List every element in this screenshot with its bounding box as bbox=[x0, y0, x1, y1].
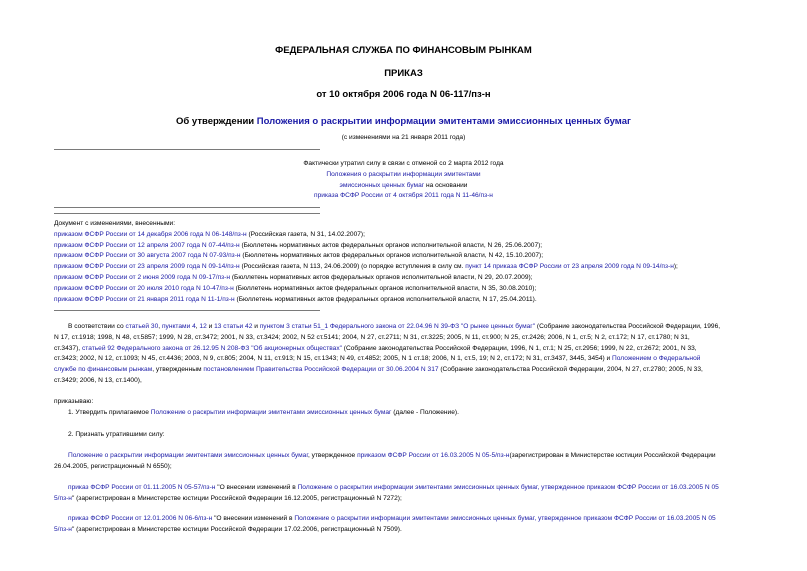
change-order-link[interactable]: приказом ФСФР России от 21 января 2011 года N 11-1/пз-н bbox=[54, 295, 235, 303]
change-order-link[interactable]: приказом ФСФР России от 20 июля 2010 года N 10-47/пз-н bbox=[54, 284, 234, 292]
list-item: приказом ФСФР России от 20 июля 2010 года N 10-47/пз-н (Бюллетень нормативных актов федеральных органов исполнительной власти, N 35, 30.08.2010); bbox=[54, 284, 537, 292]
revoked-order-link[interactable]: приказ ФСФР России от 01.11.2005 N 05-57/пз-н bbox=[68, 484, 216, 491]
changes-heading: Документ с изменениями, внесенными: bbox=[54, 220, 176, 227]
status-order-link[interactable]: приказа ФСФР России от 4 октября 2011 года N 11-46/пз-н bbox=[314, 192, 493, 200]
amended-regulation-link[interactable]: Положение о раскрытии информации эмитентами эмиссионных ценных бумаг, утвержденное приказом ФСФР России от 16.03.2005 N 05 bbox=[297, 484, 719, 491]
item-1: 1. Утвердить прилагаемое Положение о раскрытии информации эмитентами эмиссионных ценных бумаг (далее - Положение). bbox=[68, 409, 459, 416]
change-order-link[interactable]: приказом ФСФР России от 12 апреля 2007 года N 07-44/пз-н bbox=[54, 241, 240, 249]
law-article-link[interactable]: 13 статьи 42 bbox=[214, 323, 253, 330]
divider-line bbox=[54, 207, 320, 208]
status-regulation-link[interactable]: Положения о раскрытии информации эмитентами bbox=[326, 170, 481, 178]
change-order-link[interactable]: приказом ФСФР России от 2 июня 2009 года N 09-17/пз-н bbox=[54, 273, 231, 281]
change-order-link[interactable]: приказом ФСФР России от 23 апреля 2009 года N 09-14/пз-н bbox=[54, 263, 240, 271]
list-item: приказом ФСФР России от 2 июня 2009 года N 09-17/пз-н (Бюллетень нормативных актов федеральных органов исполнительной власти, N 29, 20.07.2009); bbox=[54, 273, 533, 281]
list-item: приказом ФСФР России от 12 апреля 2007 года N 07-44/пз-н (Бюллетень нормативных актов федеральных органов исполнительной власти, N 26, 25.06.2007); bbox=[54, 241, 543, 249]
divider-line bbox=[54, 149, 320, 150]
doc-type-heading: ПРИКАЗ bbox=[384, 68, 423, 79]
divider-line bbox=[54, 213, 320, 214]
revoked-regulation-link[interactable]: Положение о раскрытии информации эмитентами эмиссионных ценных бумаг bbox=[68, 452, 308, 459]
changes-list bbox=[54, 219, 770, 305]
status-block bbox=[0, 159, 807, 202]
list-item: приказом ФСФР России от 14 декабря 2006 года N 06-148/пз-н (Российская газета, N 31, 14.02.2007); bbox=[54, 230, 365, 238]
list-item: приказом ФСФР России от 30 августа 2007 года N 07-93/пз-н (Бюллетень нормативных актов федеральных органов исполнительной власти, N 42, 15.10.2007); bbox=[54, 252, 544, 260]
fsfr-regulation-link[interactable]: Положением о Федеральной bbox=[612, 355, 701, 363]
preamble-paragraph: В соответствии со статьей 30, пунктами 4, 12 и 13 статьи 42 и пунктом 3 статьи 51_1 Федерального закона от 22.04.96 N 39-ФЗ "О рынке ценных бумаг" (Собрание законодательства Российской Федерации, 1996, N 17, ст.1918; 1998, N 48, ст.5857; 1999, N 28, ст.3472; 2001, N 33, ст.3424; 2002, N 52 ст.5141; 2004, N 27, ст.2711; N 31, ст.3225; 2005, N 11, ст.900; N 25, ст.2426; 2006, N 1, ст.5; N 2, ст.172; N 17, ст.1780; N 31, ст.3437), статьей 92 Федерального закона от 26.12.95 N 208-ФЗ "Об акционерных обществах" (Собрание законодательства Российской Федерации, 1996, N 1, ст.1; N 25, ст.2956; 1999, N 22, ст.2672; 2001, N 33, ст.3423; 2002, N 12, ст.1093; N 45, ст.4436; 2003, N 9, ст.805; 2004, N 11, ст.913; N 15, ст.1343; N 49, ст.4852; 2005, N 1 ст.18; 2006, N 1, ст.5, 19; N 2, ст.172; N 31, ст.3437, 3445, 3454) и Положением о Федеральной службе по финансовым рынкам, утвержденным постановлением Правительства Российской Федерации от 30.06.2004 N 317 (Собрание законодательства Российской Федерации, 2004, N 27, ст.2780; 2005, N 33, ст.3429; 2006, N 13, ст.1400), bbox=[54, 323, 721, 384]
status-line-1: Фактически утратил силу в связи с отменой со 2 марта 2012 года bbox=[303, 160, 504, 167]
divider-line bbox=[54, 310, 320, 311]
revoked-item-1: Положение о раскрытии информации эмитентами эмиссионных ценных бумаг, утвержденное приказом ФСФР России от 16.03.2005 N 05-5/пз-н(зарегистрирован в Министерстве юстиции Российской Федерации 26.04.2005, регистрационный N 6550); bbox=[54, 452, 716, 470]
fsfr-regulation-link-cont[interactable]: службе по финансовым рынкам bbox=[54, 366, 153, 374]
status-basis-text: на основании bbox=[424, 181, 468, 189]
law-article-link[interactable]: статьей 30 bbox=[125, 323, 159, 330]
title-prefix: Об утверждении bbox=[176, 116, 257, 127]
status-regulation-link-cont[interactable]: эмиссионных ценных бумаг bbox=[339, 181, 425, 189]
revoked-order-link[interactable]: приказ ФСФР России от 12.01.2006 N 06-6/пз-н bbox=[68, 515, 213, 522]
change-order-link[interactable]: приказом ФСФР России от 14 декабря 2006 года N 06-148/пз-н bbox=[54, 230, 247, 238]
item-2: 2. Признать утратившими силу: bbox=[68, 431, 165, 438]
amended-regulation-link[interactable]: Положение о раскрытии информации эмитентами эмиссионных ценных бумаг, утвержденное приказом ФСФР России от 16.03.2005 N 05 bbox=[294, 515, 716, 522]
order-word: приказываю: bbox=[54, 398, 94, 405]
amended-regulation-link-cont[interactable]: 5/пз-н bbox=[54, 525, 72, 533]
joint-stock-law-link[interactable]: статьей 92 Федерального закона от 26.12.95 N 208-ФЗ "Об акционерных обществах" bbox=[81, 344, 342, 352]
entry-into-force-link[interactable]: пункт 14 приказа ФСФР России от 23 апреля 2009 года N 09-14/пз-н bbox=[465, 263, 674, 271]
regulation-link[interactable]: Положение о раскрытии информации эмитентами эмиссионных ценных бумаг bbox=[150, 409, 392, 416]
law-article-link[interactable]: пунктами 4 bbox=[161, 323, 196, 330]
revoked-item-2: приказ ФСФР России от 01.11.2005 N 05-57/пз-н "О внесении изменений в Положение о раскрытии информации эмитентами эмиссионных ценных бумаг, утвержденное приказом ФСФР России от 16.03.2005 N 05 5/пз-н" (зарегистрирован в Министерстве юстиции Российской Федерации 16.12.2005, регистрационный N 7272); bbox=[54, 484, 719, 502]
amendment-note: (с изменениями на 21 января 2011 года) bbox=[341, 134, 466, 141]
document-title bbox=[0, 116, 807, 127]
revoked-order-link[interactable]: приказом ФСФР России от 16.03.2005 N 05-5/пз-н bbox=[357, 452, 510, 459]
law-article-link[interactable]: 12 bbox=[199, 323, 207, 330]
title-regulation-link[interactable]: Положения о раскрытии информации эмитентами эмиссионных ценных бумаг bbox=[256, 116, 631, 127]
change-order-link[interactable]: приказом ФСФР России от 30 августа 2007 года N 07-93/пз-н bbox=[54, 252, 241, 260]
list-item: приказом ФСФР России от 21 января 2011 года N 11-1/пз-н (Бюллетень нормативных актов федеральных органов исполнительной власти, N 17, 25.04.2011). bbox=[54, 295, 537, 303]
amended-regulation-link-cont[interactable]: 5/пз-н bbox=[54, 494, 72, 502]
agency-heading: ФЕДЕРАЛЬНАЯ СЛУЖБА ПО ФИНАНСОВЫМ РЫНКАМ bbox=[275, 45, 532, 56]
revoked-item-3: приказ ФСФР России от 12.01.2006 N 06-6/пз-н "О внесении изменений в Положение о раскрытии информации эмитентами эмиссионных ценных бумаг, утвержденное приказом ФСФР России от 16.03.2005 N 05 5/пз-н" (зарегистрирован в Министерстве юстиции Российской Федерации 17.02.2006, регистрационный N 7509). bbox=[54, 515, 716, 533]
list-item: приказом ФСФР России от 23 апреля 2009 года N 09-14/пз-н (Российская газета, N 113, 24.06.2009) (о порядке вступления в силу см. пункт 14 приказа ФСФР России от 23 апреля 2009 года N 09-14/пз-н); bbox=[54, 263, 678, 271]
government-decree-link[interactable]: постановлением Правительства Российской Федерации от 30.06.2004 N 317 bbox=[203, 366, 439, 374]
date-number-heading: от 10 октября 2006 года N 06-117/пз-н bbox=[316, 89, 491, 100]
securities-law-link[interactable]: пунктом 3 статьи 51_1 Федерального закона от 22.04.96 N 39-ФЗ "О рынке ценных бумаг" bbox=[259, 323, 536, 330]
